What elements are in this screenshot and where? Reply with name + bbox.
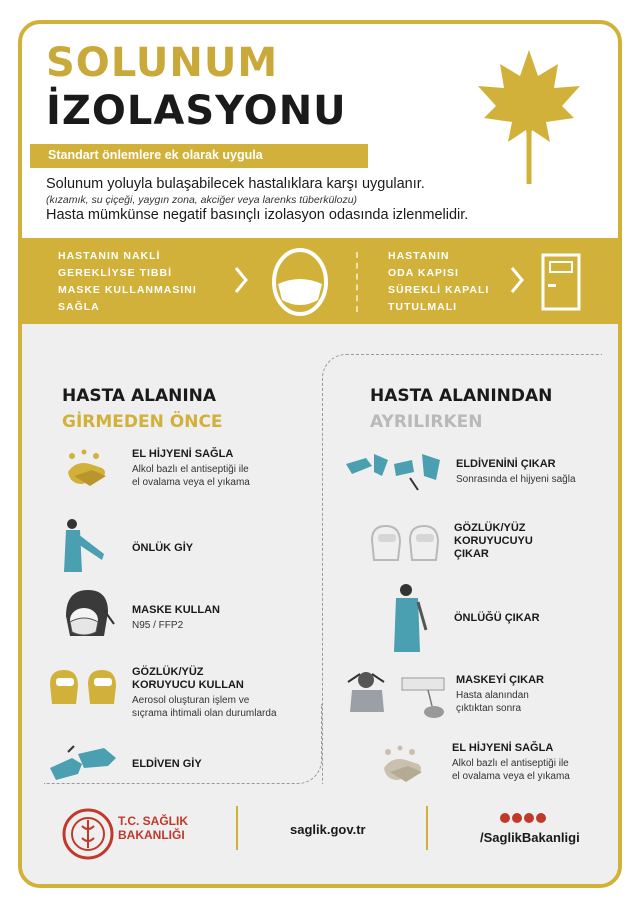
leaf-icon xyxy=(474,46,584,186)
intro-line3: Hasta mümkünse negatif basınçlı izolasyon odasında izlenmelidir. xyxy=(46,207,469,223)
footer-divider xyxy=(236,806,238,850)
chevron-right-icon xyxy=(234,266,248,294)
band-right-text: HASTANIN ODA KAPISI SÜREKLİ KAPALI TUTULMALI xyxy=(388,250,490,313)
title-line2: İZOLASYONU xyxy=(46,88,347,134)
hand-wash-icon xyxy=(378,742,430,786)
mask-icon xyxy=(58,586,118,642)
after-heading: HASTA ALANINDAN xyxy=(370,386,553,406)
social-icons xyxy=(500,810,548,828)
instruction-band xyxy=(18,238,622,324)
door-icon xyxy=(540,252,582,312)
step-desc: Hasta alanından çıktıktan sonra xyxy=(456,690,529,714)
chevron-right-icon xyxy=(510,266,524,294)
remove-gloves-icon xyxy=(344,450,444,492)
social-handle[interactable]: /SaglikBakanligi xyxy=(480,830,580,845)
ministry-name: T.C. SAĞLIK BAKANLIĞI xyxy=(118,814,189,842)
before-heading: HASTA ALANINA xyxy=(62,386,217,406)
website-link[interactable]: saglik.gov.tr xyxy=(290,822,366,837)
step-title: GÖZLÜK/YÜZ KORUYUCU KULLAN xyxy=(132,666,244,691)
step-desc: Alkol bazlı el antiseptiği ile el ovalama veya el yıkama xyxy=(132,464,250,488)
youtube-icon[interactable] xyxy=(524,813,534,823)
twitter-icon[interactable] xyxy=(512,813,522,823)
footer-divider xyxy=(426,806,428,850)
after-subheading: AYRILIRKEN xyxy=(370,412,483,432)
remove-gown-icon xyxy=(384,582,434,656)
ministry-logo xyxy=(62,808,114,860)
steps-section: HASTA ALANINA GİRMEDEN ÖNCE HASTA ALANINDAN AYRILIRKEN EL HİJYENİ SAĞLA Alkol bazlı el antiseptiği ile el ovalama veya el yıkama ÖNLÜK GİY MASKE KULLAN N95 / FFP2 GÖZLÜK/YÜZ KORUYUCU KULLAN Aerosol oluşturan işlem ve sıçrama ihtimali olan durumlarda ELDİVEN GİY ELDİVENİNİ ÇIKAR Sonrasında el hijyeni sağla GÖZLÜK/YÜZ KORUYUCUYU ÇIKAR ÖNLÜĞÜ ÇIKAR MASKEYİ ÇIKAR Hasta alanından çıktıktan sonra EL HİJYENİ SAĞLA Alkol bazlı el antiseptiği ile el ovalama veya el yıkama T.C. SAĞLIK BAKANLIĞI saglik.gov.tr /SaglikBakanligi xyxy=(22,324,622,888)
face-mask-icon xyxy=(268,248,332,316)
poster-frame xyxy=(18,20,622,888)
goggles-icon xyxy=(46,664,124,710)
band-divider xyxy=(356,252,358,312)
title-line1: SOLUNUM xyxy=(46,40,279,86)
intro-text xyxy=(46,176,606,223)
hand-wash-icon xyxy=(62,446,114,490)
before-subheading: GİRMEDEN ÖNCE xyxy=(62,412,223,432)
subtitle-banner: Standart önlemlere ek olarak uygula xyxy=(30,144,368,168)
gown-icon xyxy=(58,516,112,576)
facebook-icon[interactable] xyxy=(500,813,510,823)
step-title: GÖZLÜK/YÜZ KORUYUCUYU ÇIKAR xyxy=(454,522,533,560)
remove-goggles-icon xyxy=(368,520,446,566)
band-left-text: HASTANIN NAKLİ GEREKLİYSE TIBBİ MASKE KULLANMASINI SAĞLA xyxy=(58,250,197,313)
gloves-icon xyxy=(48,744,118,784)
remove-mask-icon xyxy=(346,670,456,722)
instagram-icon[interactable] xyxy=(536,813,546,823)
intro-line1: Solunum yoluyla bulaşabilecek hastalıklara karşı uygulanır. xyxy=(46,176,425,192)
intro-line2: (kızamık, su çiçeği, yaygın zona, akciğer veya larenks tüberkülozu) xyxy=(46,194,358,206)
step-desc: Alkol bazlı el antiseptiği ile el ovalama veya el yıkama xyxy=(452,758,570,782)
step-desc: Aerosol oluşturan işlem ve sıçrama ihtimali olan durumlarda xyxy=(132,695,277,719)
